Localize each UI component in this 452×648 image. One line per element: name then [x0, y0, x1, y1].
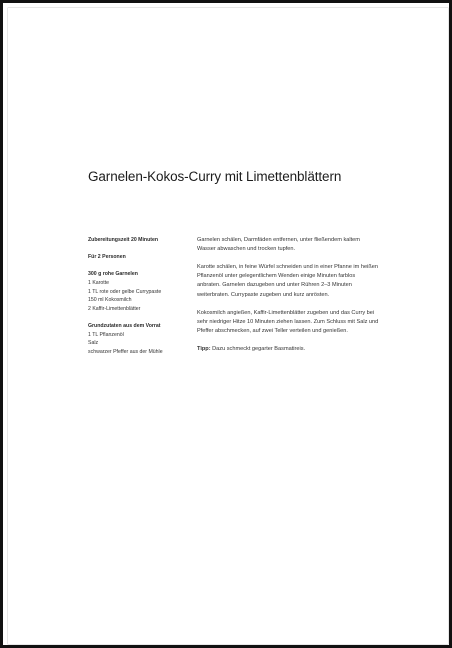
prep-time: Zubereitungszeit 20 Minuten [88, 237, 159, 243]
instruction-step: Garnelen schälen, Darmfäden entfernen, unter fließendem kaltem Wasser abwaschen und trocken tupfen. [197, 237, 360, 253]
ingredient-item: 150 ml Kokosmilch [88, 297, 132, 304]
ingredient-item: 2 Kaffir-Limettenblätter [88, 305, 141, 312]
tip-paragraph [197, 345, 379, 354]
ingredient-item: 300 g rohe Garnelen [88, 271, 138, 278]
recipe-page [8, 8, 448, 644]
servings: Für 2 Personen [88, 254, 126, 261]
ingredient-item: 1 TL rote oder gelbe Currypaste [88, 288, 162, 295]
tip-label: Tipp: [197, 346, 211, 353]
ingredients-column [88, 236, 188, 356]
ingredient-item: 1 Karotte [88, 279, 110, 286]
tip-text: Dazu schmeckt gegarter Basmatireis. [210, 346, 306, 353]
pantry-item: 1 TL Pflanzenöl [88, 331, 124, 338]
recipe-title: Garnelen-Kokos-Curry mit Limettenblättern [88, 169, 342, 184]
pantry-item: schwarzer Pfeffer aus der Mühle [88, 348, 163, 355]
pantry-item: Salz [88, 340, 99, 347]
instructions-column [197, 236, 379, 363]
instruction-step: Kokosmilch angießen, Kaffir-Limettenblätter zugeben und das Curry bei sehr niedriger Hitze 10 Minuten ziehen lassen. Zum Schluss mit Salz und Pfeffer abschmecken, auf zwei Teller verteilen und genießen. [197, 309, 379, 334]
pantry-heading: Grundzutaten aus dem Vorrat [88, 322, 161, 329]
instruction-step: Karotte schälen, in feine Würfel schneiden und in einer Pfanne im heißen Pflanzenöl unter gelegentlichem Wenden einige Minuten farblos anbraten. Garnelen dazugeben und unter Rühren 2–3 Minuten weiterbraten. Currypaste zugeben und kurz anrösten. [197, 264, 378, 298]
